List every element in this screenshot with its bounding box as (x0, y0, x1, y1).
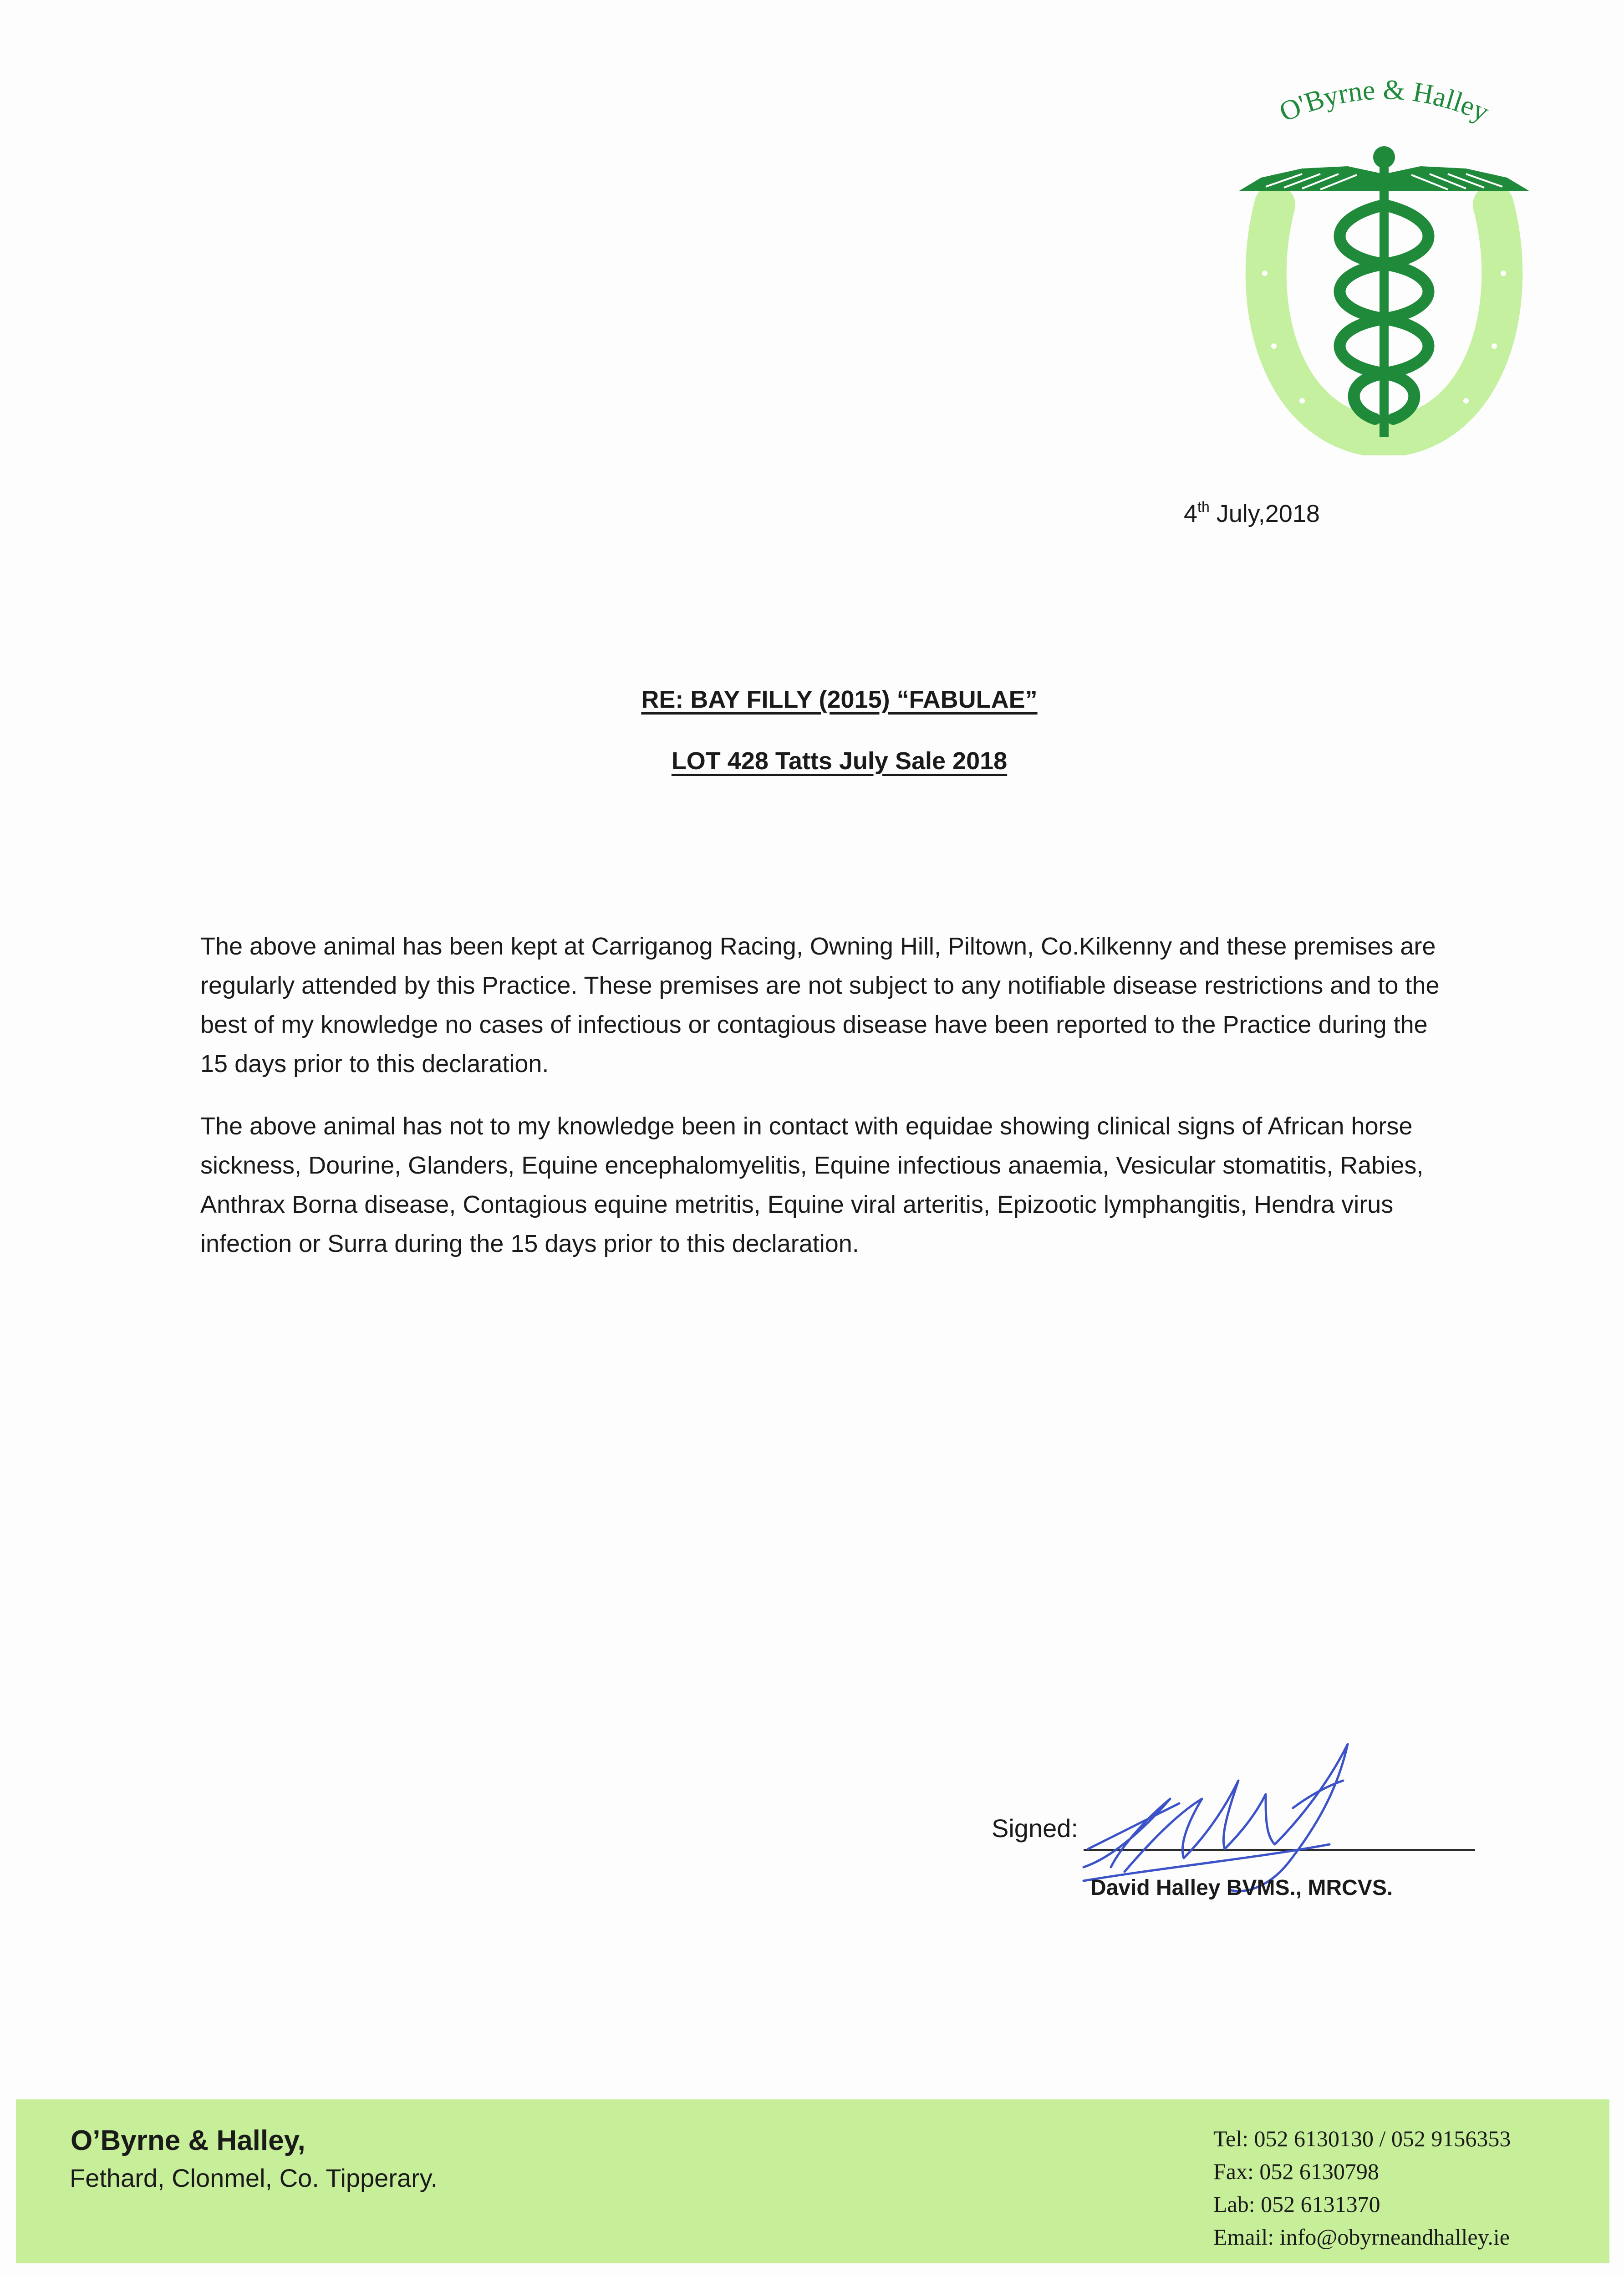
footer-fax: Fax: 052 6130798 (1213, 2159, 1379, 2184)
body-paragraph-2: The above animal has not to my knowledge been in contact with equidae showing clinical signs of African horse sickness, Dourine, Glanders, Equine encephalomyelitis, Equine infectious anaemia, Vesicular stomatitis, Rabies, Anthrax Borna disease, Contagious equine metritis, Equine viral arteritis, Epizootic lymphangitis, Hendra virus infection or Surra during the 15 days prior to this declaration. (200, 1113, 1424, 1257)
logo-text: O'Byrne & Halley (1275, 74, 1494, 128)
footer-tel: Tel: 052 6130130 / 052 9156353 (1213, 2126, 1511, 2151)
subject-line-2: LOT 428 Tatts July Sale 2018 (671, 747, 1008, 775)
subject-line-1: RE: BAY FILLY (2015) “FABULAE” (641, 686, 1038, 713)
footer-company-name: O’Byrne & Halley, (71, 2125, 305, 2156)
footer-contacts (1213, 2122, 1511, 2253)
letter-footer (16, 2099, 1609, 2263)
footer-lab: Lab: 052 6131370 (1213, 2191, 1380, 2217)
footer-email[interactable]: Email: info@obyrneandhalley.ie (1213, 2224, 1510, 2250)
company-logo (1211, 55, 1557, 455)
letter-date: 4th July,2018 (1184, 499, 1320, 527)
signatory-name: David Halley BVMS., MRCVS. (1090, 1876, 1393, 1900)
handwritten-signature (1074, 1731, 1402, 1894)
footer-address: Fethard, Clonmel, Co. Tipperary. (70, 2164, 438, 2192)
body-paragraph-1: The above animal has been kept at Carriganog Racing, Owning Hill, Piltown, Co.Kilkenny and these premises are regularly attended by this Practice. These premises are not subject to any notifiable disease restrictions and to the best of my knowledge no cases of infectious or contagious disease have been reported to the Practice during the 15 days prior to this declaration. (200, 933, 1440, 1077)
signed-label: Signed: (992, 1814, 1078, 1843)
caduceus-horseshoe-icon (1211, 55, 1557, 455)
